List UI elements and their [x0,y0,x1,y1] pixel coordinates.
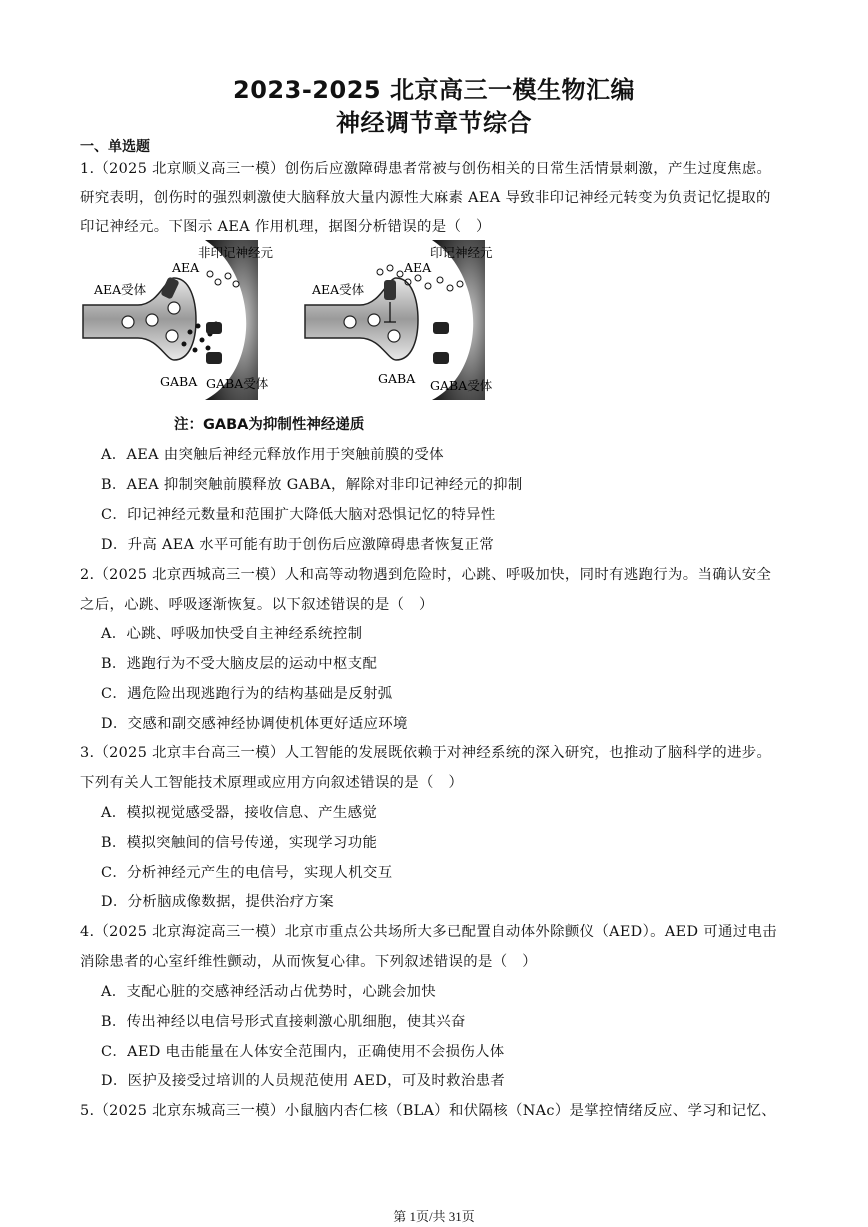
postsynaptic-neuron-shape [432,240,485,400]
right-gaba-receptor-label: GABA受体 [430,378,493,393]
q2-option-c: C．遇危险出现逃跑行为的结构基础是反射弧 [101,686,393,702]
aea-mechanism-figure [78,240,538,400]
q4-option-d: D．医护及接受过培训的人员规范使用 AED，可及时救治患者 [101,1073,506,1089]
q4-option-c: C．AED 电击能量在人体安全范围内，正确使用不会损伤人体 [101,1044,505,1060]
q1-stem-line-1: 1.（2025 北京顺义高三一模）创伤后应激障碍患者常被与创伤相关的日常生活情景刺激，产生过度焦虑。 [80,161,772,177]
left-gaba-receptor-label: GABA受体 [206,376,269,391]
right-panel-diagram [305,240,493,400]
gaba-receptor-shapes [433,322,449,364]
q2-option-b: B．逃跑行为不受大脑皮层的运动中枢支配 [101,656,378,672]
section-heading: 一、单选题 [80,139,150,155]
figure-note: 注：GABA为抑制性神经递质 [174,417,365,433]
q1-option-b: B．AEA 抑制突触前膜释放 GABA，解除对非印记神经元的抑制 [101,477,523,493]
q2-option-a: A．心跳、呼吸加快受自主神经系统控制 [101,626,363,642]
right-aea-label: AEA [404,260,432,275]
right-gaba-label: GABA [378,371,416,386]
document-subtitle: 神经调节章节综合 [336,109,532,137]
q1-stem-line-2: 研究表明，创伤时的强烈刺激使大脑释放大量内源性大麻素 AEA 导致非印记神经元转变为负责记忆提取的 [80,190,771,206]
aea-receptor-shape [384,280,396,300]
left-aea-label: AEA [172,260,200,275]
q4-option-a: A．支配心脏的交感神经活动占优势时，心跳会加快 [101,984,437,1000]
q3-option-d: D．分析脑成像数据，提供治疗方案 [101,894,334,910]
q5-stem-line-1: 5.（2025 北京东城高三一模）小鼠脑内杏仁核（BLA）和伏隔核（NAc）是掌控情绪反应、学习和记忆、 [80,1103,776,1119]
document-title: 2023-2025 北京高三一模生物汇编 [233,76,635,104]
q3-stem-line-1: 3.（2025 北京丰台高三一模）人工智能的发展既依赖于对神经系统的深入研究，也推动了脑科学的进步。 [80,745,772,761]
right-neuron-label: 印记神经元 [430,245,493,260]
aea-molecules [207,271,239,287]
q2-option-d: D．交感和副交感神经协调使机体更好适应环境 [101,716,408,732]
left-panel-diagram [83,240,274,400]
q3-stem-line-2: 下列有关人工智能技术原理或应用方向叙述错误的是（ ） [80,775,464,791]
q3-option-c: C．分析神经元产生的电信号，实现人机交互 [101,865,393,881]
q1-option-c: C．印记神经元数量和范围扩大降低大脑对恐惧记忆的特异性 [101,507,496,523]
q3-option-a: A．模拟视觉感受器，接收信息、产生感觉 [101,805,378,821]
q1-option-d: D．升高 AEA 水平可能有助于创伤后应激障碍患者恢复正常 [101,537,495,553]
q3-option-b: B．模拟突触间的信号传递，实现学习功能 [101,835,378,851]
right-aea-receptor-label: AEA受体 [312,282,365,297]
left-neuron-label: 非印记神经元 [198,245,274,260]
q4-option-b: B．传出神经以电信号形式直接刺激心肌细胞，使其兴奋 [101,1014,466,1030]
page-number: 第 1页/共 31页 [393,1209,475,1224]
q4-stem-line-2: 消除患者的心室纤维性颤动，从而恢复心律。下列叙述错误的是（ ） [80,954,537,970]
left-aea-receptor-label: AEA受体 [94,282,147,297]
q1-option-a: A．AEA 由突触后神经元释放作用于突触前膜的受体 [101,447,444,463]
q1-stem-line-3: 印记神经元。下图示 AEA 作用机理，据图分析错误的是（ ） [80,219,491,235]
gaba-receptor-shapes [206,322,222,364]
q4-stem-line-1: 4.（2025 北京海淀高三一模）北京市重点公共场所大多已配置自动体外除颤仪（AED）。AED 可通过电击 [80,924,777,940]
q2-stem-line-2: 之后，心跳、呼吸逐渐恢复。以下叙述错误的是（ ） [80,597,434,613]
left-gaba-label: GABA [160,374,198,389]
q2-stem-line-1: 2.（2025 北京西城高三一模）人和高等动物遇到危险时，心跳、呼吸加快，同时有逃跑行为。当确认安全 [80,567,772,583]
